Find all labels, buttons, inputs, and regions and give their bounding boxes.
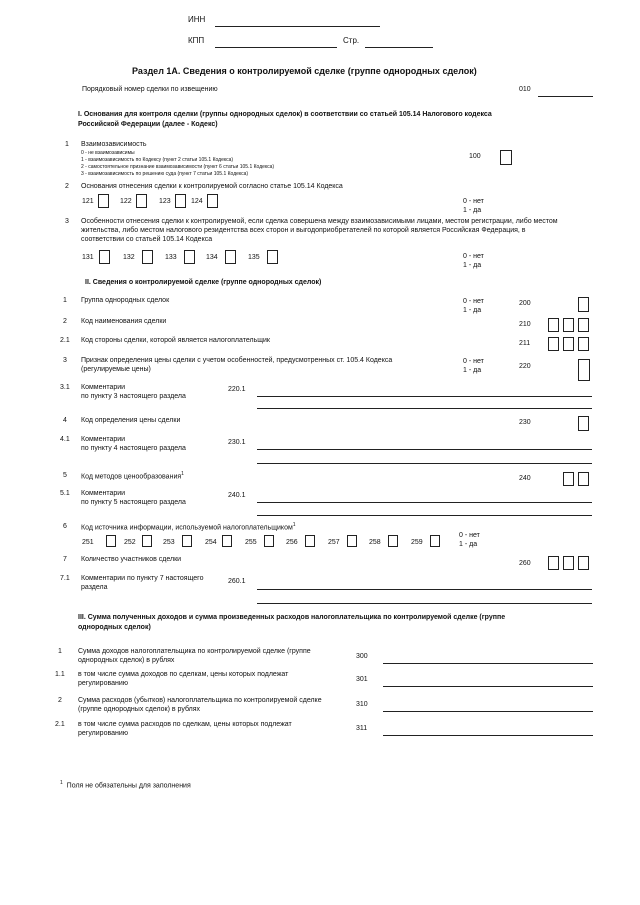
option-no: 0 - нет — [463, 253, 484, 260]
field-code: 135 — [248, 254, 260, 261]
income-sum-line2: однородных сделок) в рублях — [78, 657, 175, 664]
field-254-box[interactable] — [222, 535, 232, 547]
comment-label: по пункту 5 настоящего раздела — [81, 499, 186, 506]
field-260-box[interactable] — [578, 556, 589, 570]
row-number: 2 — [58, 697, 62, 704]
field-310-line[interactable] — [383, 711, 593, 712]
row-number: 3 — [65, 218, 69, 225]
field-255-box[interactable] — [264, 535, 274, 547]
info-source-label: Код источника информации, используемой налогоплательщиком$^1$ — [81, 522, 296, 532]
income-regulated-line2: регулированию — [78, 680, 129, 687]
field-code-100: 100 — [469, 153, 481, 160]
expense-sum-line1: Сумма расходов (убытков) налогоплательщика по контролируемой сделке — [78, 697, 322, 704]
field-code: 252 — [124, 539, 136, 546]
field-code-240-1: 240.1 — [228, 492, 246, 499]
page-field[interactable] — [365, 47, 433, 48]
field-code: 131 — [82, 254, 94, 261]
field-code-211: 211 — [519, 340, 531, 347]
option-text: 0 - не взаимозависимы — [81, 150, 135, 156]
option-text: 3 - взаимозависимость по решению суда (пункт 7 статьи 105.1 Кодекса) — [81, 171, 249, 177]
row-number: 1 — [58, 648, 62, 655]
field-210-box[interactable] — [563, 318, 574, 332]
field-code: 251 — [82, 539, 94, 546]
footnote-text: Поля не обязательны для заполнения — [66, 782, 191, 790]
kpp-field[interactable] — [215, 47, 337, 48]
field-311-line[interactable] — [383, 735, 593, 736]
section3-title-line2: однородных сделок) — [78, 624, 151, 631]
comment-220-1-line[interactable] — [257, 396, 592, 397]
field-133-box[interactable] — [184, 250, 195, 264]
field-256-box[interactable] — [305, 535, 315, 547]
option-text: 1 - взаимозависимость по Кодексу (пункт 2 статьи 105.1 Кодекса) — [81, 157, 234, 163]
field-code: 124 — [191, 198, 203, 205]
row-number: 7 — [63, 556, 67, 563]
field-240-box[interactable] — [563, 472, 574, 486]
row-number: 2.1 — [55, 721, 65, 728]
field-code: 256 — [286, 539, 298, 546]
participants-count-label: Количество участников сделки — [81, 556, 182, 563]
row-number: 2 — [63, 318, 67, 325]
field-code-220: 220 — [519, 363, 531, 370]
deal-name-code-label: Код наименования сделки — [81, 318, 167, 325]
field-code-301: 301 — [356, 676, 368, 683]
comment-label: Комментарии — [81, 436, 126, 443]
option-no: 0 - нет — [463, 198, 484, 205]
field-code-260-1: 260.1 — [228, 578, 246, 585]
page-label: Стр. — [343, 36, 360, 45]
pricing-methods-label: Код методов ценообразования$^1$ — [81, 471, 184, 481]
inn-label: ИНН — [188, 15, 206, 24]
field-code: 133 — [165, 254, 177, 261]
field-code-220-1: 220.1 — [228, 386, 246, 393]
features-line1: Особенности отнесения сделки к контролируемой, если сделка совершена между взаимозависимыми лицами, местом регистрации, либо местом — [81, 218, 558, 225]
comment-label: по пункту 3 настоящего раздела — [81, 393, 186, 400]
option-no: 0 - нет — [463, 298, 484, 305]
field-260-box[interactable] — [563, 556, 574, 570]
comment-220-1-line[interactable] — [257, 408, 592, 409]
row-number: 3.1 — [60, 384, 70, 391]
field-100-box[interactable] — [500, 150, 512, 165]
field-135-box[interactable] — [267, 250, 278, 264]
expense-sum-line2: (группе однородных сделок) в рублях — [78, 706, 201, 713]
section1-title-line1: I. Основания для контроля сделки (группы однородных сделок) в соответствии со статьей 105.14 Налогового кодекса — [78, 111, 492, 118]
comment-260-1-line[interactable] — [257, 603, 592, 604]
row-number: 1 — [65, 141, 69, 148]
comment-label: Комментарии — [81, 490, 126, 497]
row-number: 2.1 — [60, 337, 70, 344]
seq-label: Порядковый номер сделки по извещению — [82, 86, 218, 93]
footnote-mark: 1 — [60, 780, 63, 786]
field-240-box[interactable] — [578, 472, 589, 486]
comment-label: Комментарии — [81, 384, 126, 391]
row-number: 3 — [63, 357, 67, 364]
income-regulated-line1: в том числе сумма доходов по сделкам, цены которых подлежат — [78, 671, 289, 678]
field-code: 257 — [328, 539, 340, 546]
field-252-box[interactable] — [142, 535, 152, 547]
row-number: 1 — [63, 297, 67, 304]
field-code-200: 200 — [519, 300, 531, 307]
row-number: 7.1 — [60, 575, 70, 582]
footnote — [60, 781, 191, 790]
section-title: Раздел 1А. Сведения о контролируемой сделке (группе однородных сделок) — [132, 66, 477, 76]
row-number: 6 — [63, 523, 67, 530]
section3-title-line1: III. Сумма полученных доходов и сумма произведенных расходов налогоплательщика по контролируемой сделке (группе — [78, 614, 506, 621]
field-200-box[interactable] — [578, 297, 589, 312]
field-230-box[interactable] — [578, 416, 589, 431]
homogeneous-group-label: Группа однородных сделок — [81, 297, 170, 304]
regulated-price-line2: (регулируемые цены) — [81, 366, 151, 373]
row-number: 4.1 — [60, 436, 70, 443]
field-124-box[interactable] — [207, 194, 218, 208]
regulated-price-line1: Признак определения цены сделки с учетом особенностей, предусмотренных ст. 105.4 Кодекса — [81, 357, 393, 364]
field-code-230: 230 — [519, 419, 531, 426]
field-code: 123 — [159, 198, 171, 205]
field-210-box[interactable] — [548, 318, 559, 332]
kpp-label: КПП — [188, 36, 205, 45]
field-210-box[interactable] — [578, 318, 589, 332]
field-code: 255 — [245, 539, 257, 546]
field-134-box[interactable] — [225, 250, 236, 264]
row-number: 5.1 — [60, 490, 70, 497]
seq-field[interactable] — [538, 96, 593, 97]
field-257-box[interactable] — [347, 535, 357, 547]
field-code-230-1: 230.1 — [228, 439, 246, 446]
field-code: 122 — [120, 198, 132, 205]
field-301-line[interactable] — [383, 686, 593, 687]
field-code: 259 — [411, 539, 423, 546]
field-code-240: 240 — [519, 475, 531, 482]
comment-260-1-line[interactable] — [257, 589, 592, 590]
field-131-box[interactable] — [99, 250, 110, 264]
field-code-310: 310 — [356, 701, 368, 708]
comment-240-1-line[interactable] — [257, 515, 592, 516]
field-220-box[interactable] — [578, 359, 590, 381]
field-211-box[interactable] — [548, 337, 559, 351]
option-yes: 1 - да — [463, 307, 482, 314]
field-123-box[interactable] — [175, 194, 186, 208]
field-211-box[interactable] — [578, 337, 589, 351]
option-yes: 1 - да — [463, 207, 482, 214]
option-no: 0 - нет — [459, 532, 480, 539]
footnote-ref: 1 — [181, 471, 184, 477]
option-yes: 1 - да — [463, 367, 482, 374]
comment-label: Комментарии по пункту 7 настоящего — [81, 575, 204, 582]
row-number: 4 — [63, 417, 67, 424]
field-251-box[interactable] — [106, 535, 116, 547]
field-code: 258 — [369, 539, 381, 546]
comment-230-1-line[interactable] — [257, 449, 592, 450]
comment-label: раздела — [81, 584, 108, 591]
income-sum-line1: Сумма доходов налогоплательщика по контролируемой сделке (группе — [78, 648, 311, 655]
footnote-ref: 1 — [292, 522, 296, 528]
field-132-box[interactable] — [142, 250, 153, 264]
option-no: 0 - нет — [463, 358, 484, 365]
control-basis-label: Основания отнесения сделки к контролируемой согласно статье 105.14 Кодекса — [81, 183, 343, 190]
field-253-box[interactable] — [182, 535, 192, 547]
comment-240-1-line[interactable] — [257, 502, 592, 503]
field-code-260: 260 — [519, 560, 531, 567]
field-code-311: 311 — [356, 725, 368, 732]
row-number: 2 — [65, 183, 69, 190]
expense-regulated-line1: в том числе сумма расходов по сделкам, цены которых подлежат — [78, 721, 292, 728]
field-258-box[interactable] — [388, 535, 398, 547]
section2-title: II. Сведения о контролируемой сделке (группе однородных сделок) — [85, 279, 322, 286]
field-300-line[interactable] — [383, 663, 593, 664]
field-code: 132 — [123, 254, 135, 261]
seq-code: 010 — [519, 86, 531, 93]
field-211-box[interactable] — [563, 337, 574, 351]
features-line3: соответствии со статьей 105.14 Кодекса — [81, 236, 213, 243]
field-121-box[interactable] — [98, 194, 109, 208]
option-text: 2 - самостоятельное признание взаимозависимости (пункт 6 статьи 105.1 Кодекса) — [81, 164, 275, 170]
row-number: 1.1 — [55, 671, 65, 678]
field-code: 134 — [206, 254, 218, 261]
field-259-box[interactable] — [430, 535, 440, 547]
party-code-label: Код стороны сделки, которой является налогоплательщик — [81, 337, 270, 344]
section1-title-line2: Российской Федерации (далее - Кодекс) — [78, 121, 218, 128]
field-code: 254 — [205, 539, 217, 546]
inn-field[interactable] — [215, 26, 380, 27]
option-yes: 1 - да — [459, 541, 478, 548]
comment-label: по пункту 4 настоящего раздела — [81, 445, 186, 452]
option-yes: 1 - да — [463, 262, 482, 269]
field-code: 253 — [163, 539, 175, 546]
field-260-box[interactable] — [548, 556, 559, 570]
features-line2: жительства, либо местом налогового резидентства всех сторон и выгодоприобретателей по которой является Российская Федерация, в — [81, 227, 526, 234]
expense-regulated-line2: регулированию — [78, 730, 129, 737]
comment-230-1-line[interactable] — [257, 463, 592, 464]
row-number: 5 — [63, 472, 67, 479]
price-determination-code-label: Код определения цены сделки — [81, 417, 181, 424]
field-code-300: 300 — [356, 653, 368, 660]
field-122-box[interactable] — [136, 194, 147, 208]
field-code: 121 — [82, 198, 94, 205]
interdependence-label: Взаимозависимость — [81, 141, 147, 148]
field-code-210: 210 — [519, 321, 531, 328]
